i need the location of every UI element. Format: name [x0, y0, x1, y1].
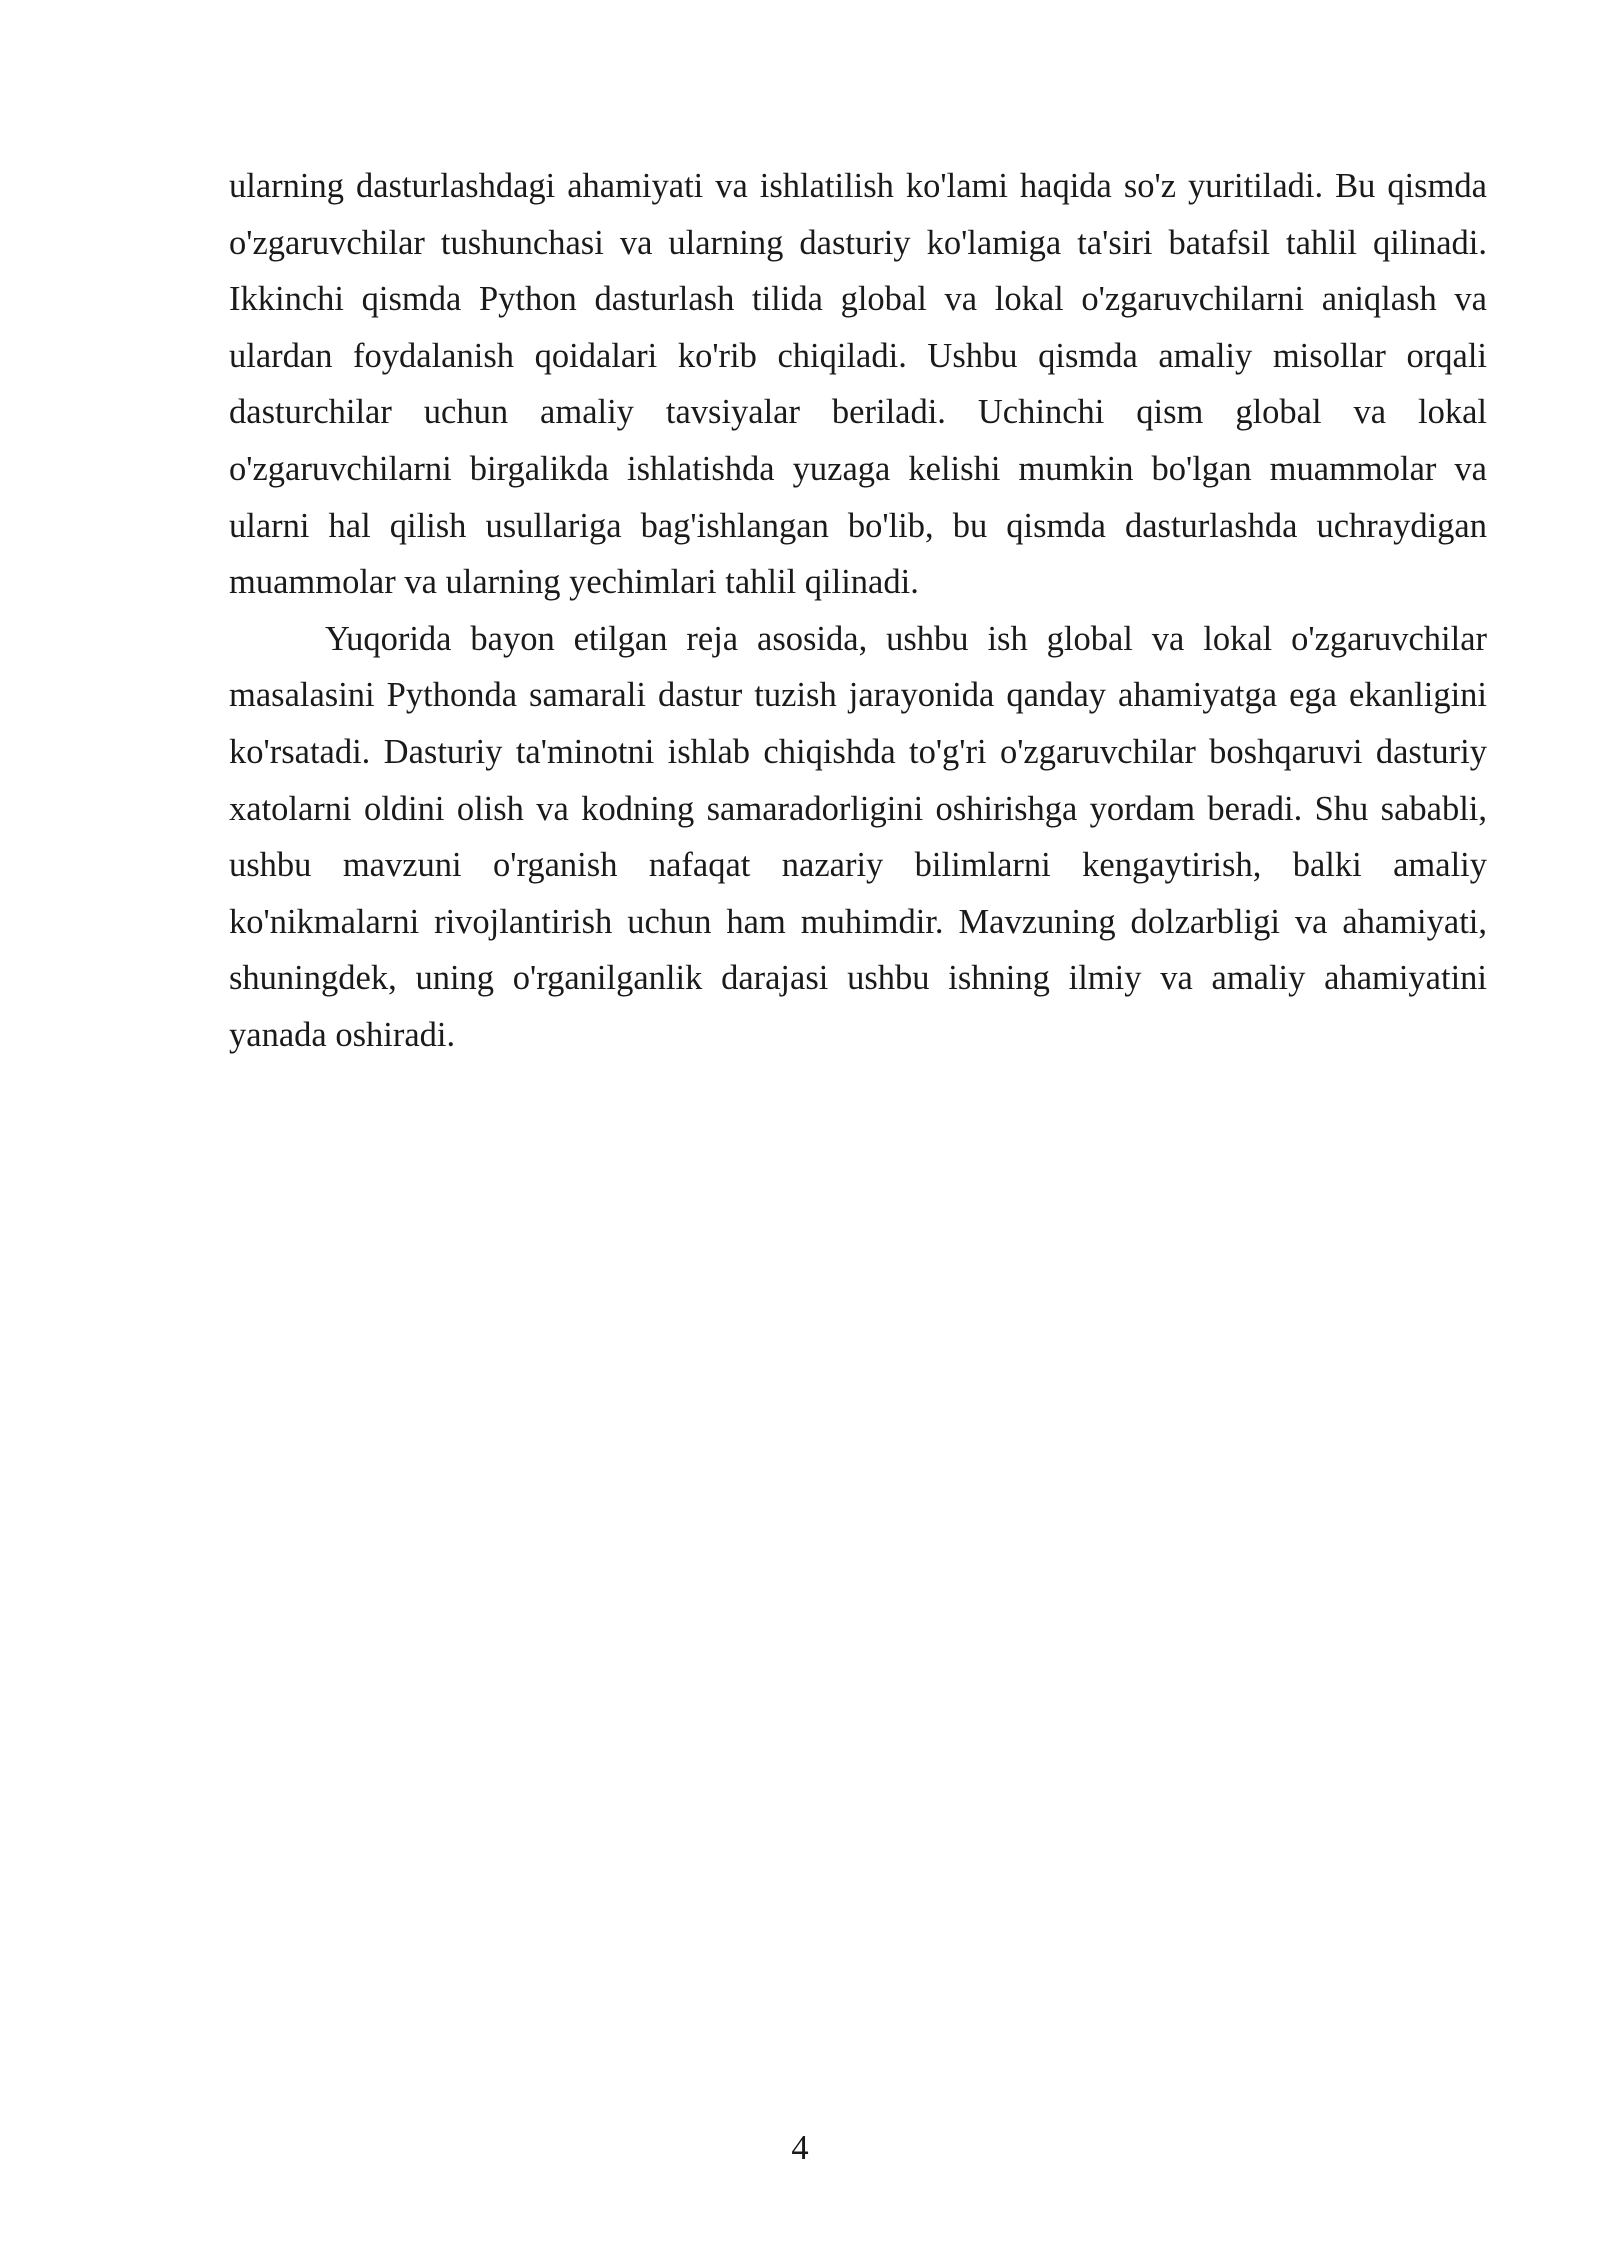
- page-number: 4: [791, 2129, 809, 2167]
- paragraph-conclusion: Yuqorida bayon etilgan reja asosida, ushbu ish global va lokal o'zgaruvchilar masalasini Pythonda samarali dastur tuzish jarayonida qanday ahamiyatga ega ekanligini ko'rsatadi. Dasturiy ta'minotni ishlab chiqishda to'g'ri o'zgaruvchilar boshqaruvi dasturiy xatolarni oldini olish va kodning samaradorligini oshirishga yordam beradi. Shu sababli, ushbu mavzuni o'rganish nafaqat nazariy bilimlarni kengaytirish, balki amaliy ko'nikmalarni rivojlantirish uchun ham muhimdir. Mavzuning dolzarbligi va ahamiyati, shuningdek, uning o'rganilganlik darajasi ushbu ishning ilmiy va amaliy ahamiyatini yanada oshiradi.: [229, 619, 1487, 1054]
- body-text: [229, 158, 1487, 1064]
- paragraph-continuation: ularning dasturlashdagi ahamiyati va ishlatilish ko'lami haqida so'z yuritiladi. Bu qismda o'zgaruvchilar tushunchasi va ularning dasturiy ko'lamiga ta'siri batafsil tahlil qilinadi. Ikkinchi qismda Python dasturlash tilida global va lokal o'zgaruvchilarni aniqlash va ulardan foydalanish qoidalari ko'rib chiqiladi. Ushbu qismda amaliy misollar orqali dasturchilar uchun amaliy tavsiyalar beriladi. Uchinchi qism global va lokal o'zgaruvchilarni birgalikda ishlatishda yuzaga kelishi mumkin bo'lgan muammolar va ularni hal qilish usullariga bag'ishlangan bo'lib, bu qismda dasturlashda uchraydigan muammolar va ularning yechimlari tahlil qilinadi.: [229, 167, 1487, 602]
